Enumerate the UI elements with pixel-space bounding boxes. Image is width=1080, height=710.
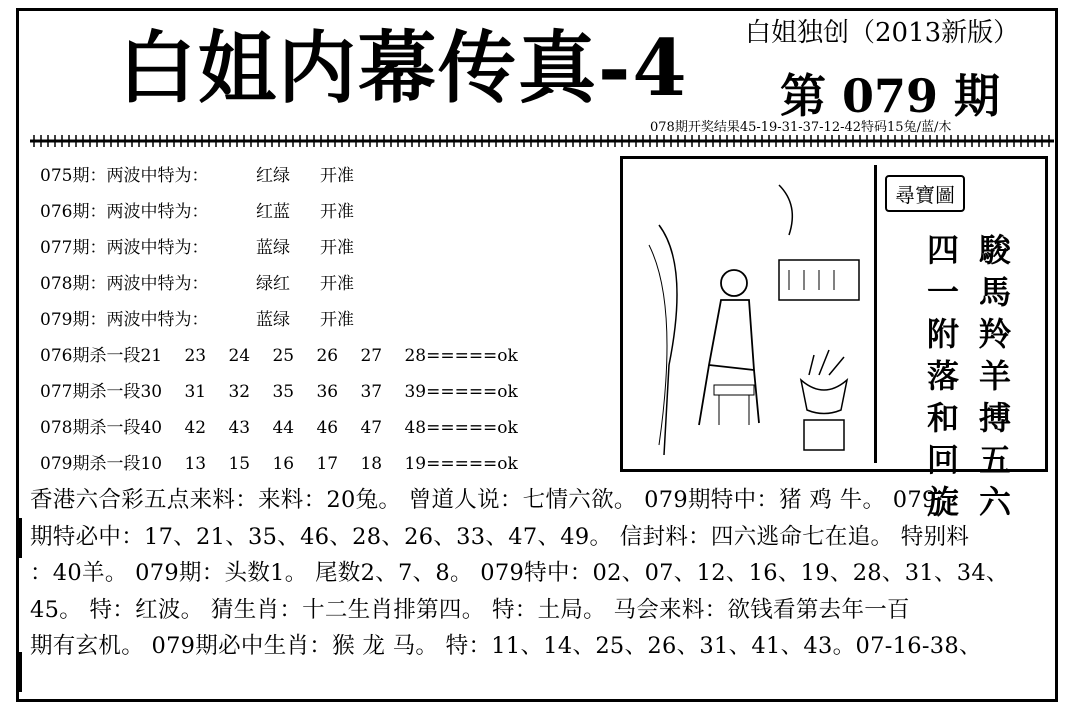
kill-row: 078期杀一段 40 42 43 44 46 47 48=====ok xyxy=(40,418,518,438)
left-bar xyxy=(16,518,22,558)
paragraph-line: 香港六合彩五点来料：来料：20兔。 曾道人说：七情六欲。 079期特中：猪 鸡 牛。 079 xyxy=(30,487,937,513)
treasure-map-tag: 尋寶圖 xyxy=(885,175,965,212)
treasure-box xyxy=(620,156,1048,521)
main-title: 白姐内幕传真-4 xyxy=(118,23,689,114)
history-row: 078期：两波中特为： 绿红 开准 xyxy=(40,274,354,294)
forecast-paragraph xyxy=(30,482,1050,665)
history-row: 077期：两波中特为： 蓝绿 开准 xyxy=(40,238,354,258)
kill-row: 079期杀一段 10 13 15 16 17 18 19=====ok xyxy=(40,454,518,474)
paragraph-line: 45。 特：红波。 猜生肖：十二生肖排第四。 特：土局。 马会来料：欲钱看第去年一百 xyxy=(30,596,910,623)
poem-column-left: 四 一 附 落 和 回 旋 xyxy=(926,231,959,521)
history-list xyxy=(40,158,518,482)
kill-row: 076期杀一段 21 23 24 25 26 27 28=====ok xyxy=(40,346,518,366)
history-row: 076期：两波中特为： 红蓝 开准 xyxy=(40,202,354,222)
paragraph-line: ：40羊。 079期：头数1。 尾数2、7、8。 079特中：02、07、12、16、19、28、31、34、 xyxy=(30,560,1009,586)
poem-column-right: 駿 馬 羚 羊 搏 五 六 xyxy=(978,231,1011,521)
paragraph-line: 期特必中：17、21、35、46、28、26、33、47、49。 信封料：四六逃命七在追。 特别料 xyxy=(30,523,970,550)
history-row: 075期：两波中特为： 红绿 开准 xyxy=(40,166,354,186)
kill-row: 077期杀一段 30 31 32 35 36 37 39=====ok xyxy=(40,382,518,402)
left-bar xyxy=(16,652,22,692)
edition-label: 白姐独创（2013新版） xyxy=(745,18,1020,48)
previous-result: 078期开奖结果45-19-31-37-12-42特码15兔/蓝/木 xyxy=(650,120,952,135)
scholar-illustration xyxy=(629,165,877,463)
history-row: 079期：两波中特为： 蓝绿 开准 xyxy=(40,310,354,330)
issue-number: 第 079 期 xyxy=(780,69,1001,123)
paragraph-line: 期有玄机。 079期必中生肖：猴 龙 马。 特：11、14、25、26、31、41、43。07-16-38、 xyxy=(30,633,982,659)
wavy-divider xyxy=(30,134,1054,148)
